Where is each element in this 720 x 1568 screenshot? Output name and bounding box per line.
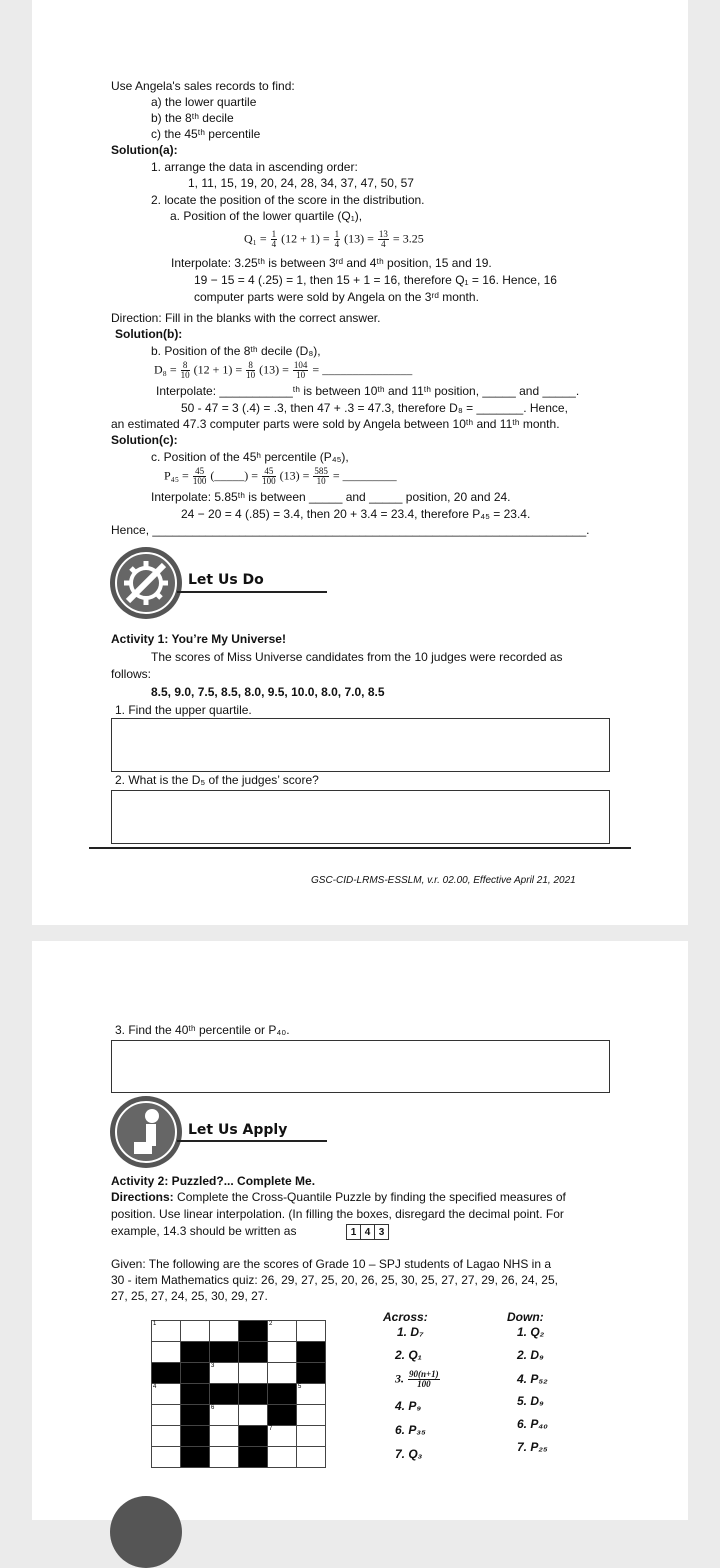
clue-number: 2 [269, 1321, 273, 1327]
denominator: 10 [296, 370, 306, 380]
crossword-grid [151, 1320, 326, 1468]
clue-number: 5 [298, 1384, 302, 1390]
clue-prefix: 3. [395, 1371, 404, 1386]
grid-cell[interactable] [152, 1426, 181, 1447]
grid-cell-blocked [181, 1447, 210, 1468]
q1-formula [244, 230, 424, 249]
grid-cell[interactable] [297, 1384, 326, 1405]
denominator: 10 [316, 476, 326, 486]
activity-2-title: Activity 2: Puzzled?... Complete Me. [111, 1174, 316, 1188]
person-apply-icon [110, 1096, 182, 1168]
grid-cell-blocked [297, 1363, 326, 1384]
q1-lhs: Q₁ = [244, 231, 267, 246]
fraction-eight-tenths [246, 361, 255, 380]
grid-cell[interactable] [210, 1426, 239, 1447]
grid-cell[interactable] [268, 1447, 297, 1468]
direction-text: Direction: Fill in the blanks with the correct answer. [111, 311, 381, 325]
grid-cell-blocked [181, 1342, 210, 1363]
grid-cell[interactable] [152, 1405, 181, 1426]
person-apply-graphic [110, 1096, 182, 1168]
numerator: 45 [193, 467, 207, 477]
grid-cell-blocked [152, 1363, 181, 1384]
solution-b-heading: Solution(b): [115, 327, 183, 341]
grid-cell-blocked [210, 1384, 239, 1405]
p45-blank: = _________ [332, 468, 397, 483]
grid-cell[interactable] [152, 1447, 181, 1468]
section-title-let-us-apply: Let Us Apply [188, 1122, 288, 1138]
numerator: 104 [293, 360, 308, 370]
given-text-2: 30 - item Mathematics quiz: 26, 29, 27, 25, 20, 26, 25, 30, 25, 27, 27, 29, 26, 24, 25, [111, 1273, 558, 1287]
given-text-3: 27, 25, 27, 24, 25, 30, 29, 27. [111, 1289, 268, 1303]
grid-cell[interactable] [210, 1405, 239, 1426]
grid-cell-blocked [181, 1405, 210, 1426]
clue-number: 3 [211, 1363, 215, 1369]
grid-cell-blocked [239, 1447, 268, 1468]
interpolate-b-2: 50 - 47 = 3 (.4) = .3, then 47 + .3 = 47.3, therefore D₈ = _______. Hence, [181, 401, 568, 415]
clue-number: 4 [153, 1384, 157, 1390]
example-digit: 1 [347, 1225, 361, 1240]
grid-cell[interactable] [268, 1342, 297, 1363]
directions-label: Directions: [111, 1190, 174, 1204]
down-clue-5: 5. D₉ [517, 1394, 544, 1408]
step-1: 1. arrange the data in ascending order: [151, 160, 358, 174]
directions-text-3: example, 14.3 should be written as [111, 1224, 297, 1238]
question-3: 3. Find the 40ᵗʰ percentile or P₄₀. [115, 1023, 290, 1037]
across-clue-1: 1. D₇ [397, 1325, 424, 1339]
given-text-1: Given: The following are the scores of Grade 10 – SPJ students of Lagao NHS in a [111, 1257, 552, 1271]
document-page-2 [32, 941, 688, 1520]
activity-2-directions [111, 1190, 566, 1204]
grid-cell[interactable] [297, 1405, 326, 1426]
directions-text-2: position. Use linear interpolation. (In filling the boxes, disregard the decimal point. For [111, 1207, 564, 1221]
interpolate-b-1: Interpolate: ___________ᵗʰ is between 10ᵗʰ and 11ᵗʰ position, _____ and _____. [156, 384, 580, 398]
fraction-one-quarter [271, 230, 278, 249]
activity-1-text-cont: follows: [111, 667, 152, 681]
hence-blank: Hence, _________________________________________________________________. [111, 523, 590, 537]
question-2: 2. What is the D₅ of the judges’ score? [115, 773, 319, 787]
step-c: c. Position of the 45ʰ percentile (P₄₅), [151, 450, 349, 464]
next-section-icon [110, 1496, 182, 1568]
data-list: 1, 11, 15, 19, 20, 24, 28, 34, 37, 47, 50, 57 [188, 176, 414, 190]
d8-mid-2: (13) = [259, 362, 289, 377]
across-clue-7: 7. Q₃ [395, 1447, 423, 1461]
grid-cell-blocked [268, 1405, 297, 1426]
grid-cell-blocked [268, 1384, 297, 1405]
fraction-45-hundredths [262, 467, 276, 486]
step-b: b. Position of the 8ᵗʰ decile (D₈), [151, 344, 321, 358]
down-clue-6: 6. P₄₀ [517, 1417, 548, 1431]
interpolate-c-1: Interpolate: 5.85ᵗʰ is between _____ and _____ position, 20 and 24. [151, 490, 511, 504]
grid-cell[interactable] [239, 1405, 268, 1426]
answer-box-3[interactable] [111, 1040, 610, 1093]
interpolate-a-2: 19 − 15 = 4 (.25) = 1, then 15 + 1 = 16, therefore Q₁ = 16. Hence, 16 [194, 273, 557, 287]
q1-mid-1: (12 + 1) = [281, 231, 330, 246]
across-heading: Across: [383, 1310, 428, 1324]
denominator: 100 [417, 1379, 431, 1389]
grid-cell[interactable] [210, 1447, 239, 1468]
across-clue-4: 4. P₉ [395, 1399, 422, 1413]
d8-blank: = _______________ [312, 362, 413, 377]
answer-box-1[interactable] [111, 718, 610, 772]
grid-cell-blocked [181, 1426, 210, 1447]
denominator: 4 [381, 239, 386, 249]
fraction-585-tenths [313, 467, 329, 486]
denominator: 100 [192, 476, 207, 486]
fraction-one-quarter [334, 230, 341, 249]
grid-cell[interactable] [152, 1384, 181, 1405]
step-2: 2. locate the position of the score in the distribution. [151, 193, 425, 207]
down-clue-2: 2. D₉ [517, 1348, 544, 1362]
intro-text: Use Angela's sales records to find: [111, 79, 295, 93]
interpolate-c-2: 24 − 20 = 4 (.85) = 3.4, then 20 + 3.4 = 23.4, therefore P₄₅ = 23.4. [181, 507, 531, 521]
fraction-eight-tenths [181, 361, 190, 380]
grid-cell[interactable] [268, 1321, 297, 1342]
grid-cell[interactable] [239, 1363, 268, 1384]
activity-1-text: The scores of Miss Universe candidates from the 10 judges were recorded as [151, 650, 563, 664]
grid-cell[interactable] [297, 1447, 326, 1468]
answer-box-2[interactable] [111, 790, 610, 844]
numerator: 45 [262, 467, 276, 477]
grid-cell[interactable] [152, 1342, 181, 1363]
denominator: 10 [246, 370, 256, 380]
solution-c-heading: Solution(c): [111, 433, 178, 447]
numerator: 90(n+1) [409, 1369, 439, 1379]
d8-lhs: D₈ = [154, 362, 177, 377]
denominator: 4 [271, 239, 277, 249]
down-heading: Down: [507, 1310, 544, 1324]
fraction-45-hundredths [193, 467, 207, 486]
fraction-90n1-over-100 [408, 1370, 440, 1389]
example-digit-boxes [346, 1224, 389, 1240]
across-clue-2: 2. Q₁ [395, 1348, 422, 1362]
grid-cell-blocked [181, 1363, 210, 1384]
fraction-thirteen-quarters [378, 230, 389, 249]
denominator: 4 [334, 239, 340, 249]
grid-cell[interactable] [268, 1363, 297, 1384]
across-clue-6: 6. P₃₅ [395, 1423, 426, 1437]
grid-cell-blocked [239, 1426, 268, 1447]
gear-pencil-icon [110, 547, 182, 619]
d8-mid-1: (12 + 1) = [193, 362, 243, 377]
scores-list: 8.5, 9.0, 7.5, 8.5, 8.0, 9.5, 10.0, 8.0, 7.0, 8.5 [151, 685, 385, 699]
grid-cell-blocked [297, 1342, 326, 1363]
across-clue-3 [395, 1370, 441, 1389]
task-b: b) the 8ᵗʰ decile [151, 111, 234, 125]
gear-pencil-graphic [110, 547, 182, 619]
grid-cell-blocked [239, 1384, 268, 1405]
grid-cell[interactable] [181, 1321, 210, 1342]
interpolate-b-3: an estimated 47.3 computer parts were sold by Angela between 10ᵗʰ and 11ᵗʰ month. [111, 417, 560, 431]
step-2a: a. Position of the lower quartile (Q₁), [170, 209, 363, 223]
down-clue-7: 7. P₂₅ [517, 1440, 548, 1454]
numerator: 1 [271, 229, 277, 239]
grid-cell-blocked [210, 1342, 239, 1363]
grid-cell[interactable] [268, 1426, 297, 1447]
p45-lhs: P₄₅ = [164, 468, 189, 483]
q1-result: = 3.25 [392, 231, 424, 246]
section-underline [177, 591, 327, 593]
example-digit: 4 [361, 1225, 375, 1240]
solution-a-heading: Solution(a): [111, 143, 178, 157]
task-c: c) the 45ᵗʰ percentile [151, 127, 261, 141]
grid-cell[interactable] [297, 1426, 326, 1447]
document-page-1 [32, 0, 688, 925]
denominator: 100 [262, 476, 276, 486]
q1-mid-2: (13) = [344, 231, 374, 246]
p45-mid-1: (_____) = [210, 468, 259, 483]
grid-cell[interactable] [210, 1363, 239, 1384]
footer-code: GSC-CID-LRMS-ESSLM, v.r. 02.00, Effective April 21, 2021 [311, 875, 576, 886]
footer-rule [89, 847, 631, 849]
d8-formula [154, 361, 412, 380]
p45-mid-2: (13) = [279, 468, 310, 483]
example-digit: 3 [375, 1225, 389, 1240]
clue-number: 6 [211, 1405, 215, 1411]
numerator: 1 [334, 229, 340, 239]
denominator: 10 [180, 370, 190, 380]
grid-cell[interactable] [210, 1321, 239, 1342]
section-underline [177, 1140, 327, 1142]
task-a: a) the lower quartile [151, 95, 257, 109]
fraction-104-tenths [293, 361, 309, 380]
grid-cell[interactable] [152, 1321, 181, 1342]
down-clue-4: 4. P₅₂ [517, 1372, 548, 1386]
section-title-let-us-do: Let Us Do [188, 572, 264, 588]
down-clue-1: 1. Q₂ [517, 1325, 545, 1339]
activity-1-title: Activity 1: You’re My Universe! [111, 632, 286, 646]
interpolate-a-3: computer parts were sold by Angela on the 3ʳᵈ month. [194, 290, 479, 304]
grid-cell-blocked [181, 1384, 210, 1405]
numerator: 585 [314, 466, 328, 476]
numerator: 8 [246, 361, 255, 371]
numerator: 13 [378, 229, 388, 239]
clue-number: 1 [153, 1321, 157, 1327]
grid-cell[interactable] [297, 1321, 326, 1342]
question-1: 1. Find the upper quartile. [115, 703, 252, 717]
grid-cell-blocked [239, 1342, 268, 1363]
interpolate-a-1: Interpolate: 3.25ᵗʰ is between 3ʳᵈ and 4ᵗʰ position, 15 and 19. [171, 256, 492, 270]
numerator: 8 [181, 361, 190, 371]
p45-formula [164, 467, 397, 486]
clue-number: 7 [269, 1426, 273, 1432]
directions-text: Complete the Cross-Quantile Puzzle by finding the specified measures of [173, 1190, 566, 1204]
grid-cell-blocked [239, 1321, 268, 1342]
